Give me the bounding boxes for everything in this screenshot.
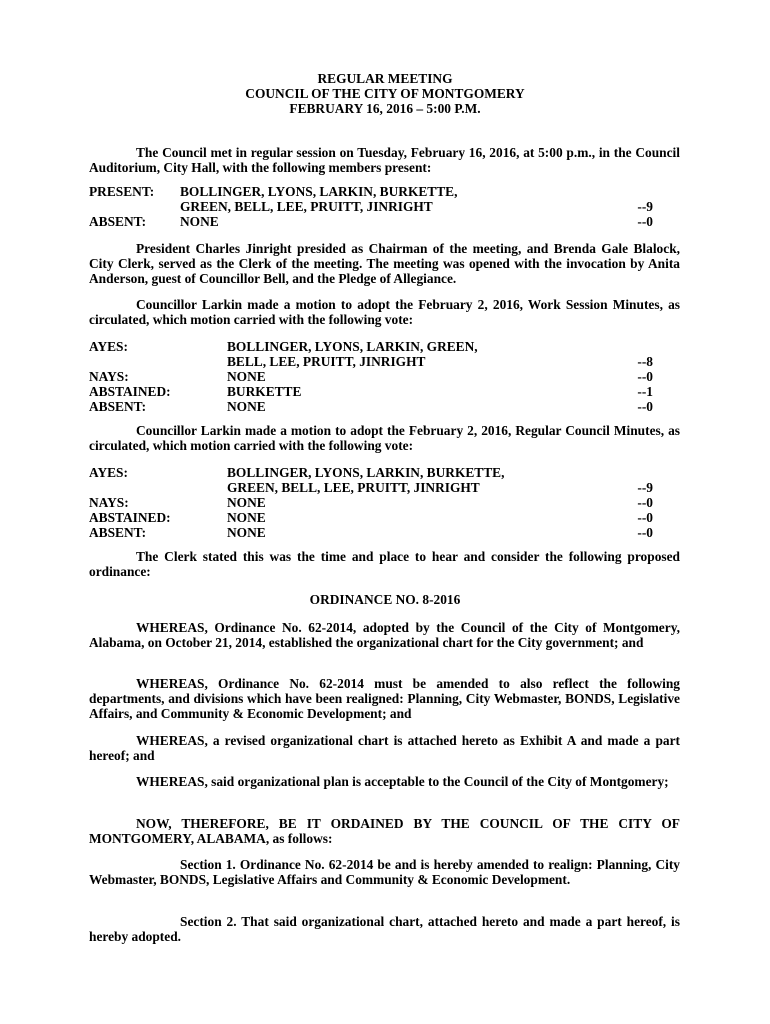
- council-title: COUNCIL OF THE CITY OF MONTGOMERY: [245, 86, 525, 101]
- attendance-block: [89, 184, 680, 229]
- vote-row: [89, 525, 680, 540]
- absent-names: NONE: [227, 399, 266, 414]
- presiding-paragraph: President Charles Jinright presided as Chairman of the meeting, and Brenda Gale Blalock, City Clerk, served as the Clerk of the meeting. The meeting was opened with the invocation by Anita Anderson, guest of Councillor Bell, and the Pledge of Allegiance.: [89, 241, 680, 286]
- nays-label: NAYS:: [89, 495, 129, 510]
- ayes-names-2: GREEN, BELL, LEE, PRUITT, JINRIGHT: [227, 480, 480, 495]
- abstained-count: --1: [637, 384, 653, 399]
- present-names-2: GREEN, BELL, LEE, PRUITT, JINRIGHT: [180, 199, 433, 214]
- abstained-names: NONE: [227, 510, 266, 525]
- whereas-paragraph-3: WHEREAS, a revised organizational chart is attached hereto as Exhibit A and made a part hereof; and: [89, 733, 680, 763]
- whereas-paragraph-4: WHEREAS, said organizational plan is acceptable to the Council of the City of Montgomery;: [136, 774, 669, 789]
- ordinance-title: ORDINANCE NO. 8-2016: [309, 592, 461, 607]
- vote-row: [89, 369, 680, 384]
- vote-row: [89, 384, 680, 399]
- absent-label: ABSENT:: [89, 525, 147, 540]
- present-row-2: [89, 199, 680, 214]
- meeting-date: FEBRUARY 16, 2016 – 5:00 P.M.: [289, 101, 481, 116]
- ayes-names: BOLLINGER, LYONS, LARKIN, GREEN,: [227, 339, 478, 354]
- abstained-label: ABSTAINED:: [89, 384, 171, 399]
- whereas-paragraph-1: WHEREAS, Ordinance No. 62-2014, adopted by the Council of the City of Montgomery, Alabama, on October 21, 2014, established the organizational chart for the City government; and: [89, 620, 680, 650]
- present-count: --9: [637, 199, 653, 214]
- vote-row: [89, 465, 680, 480]
- vote-row: [89, 480, 680, 495]
- motion1-paragraph: Councillor Larkin made a motion to adopt the February 2, 2016, Work Session Minutes, as circulated, which motion carried with the following vote:: [89, 297, 680, 327]
- nays-names: NONE: [227, 369, 266, 384]
- ayes-names: BOLLINGER, LYONS, LARKIN, BURKETTE,: [227, 465, 505, 480]
- ayes-names-2: BELL, LEE, PRUITT, JINRIGHT: [227, 354, 426, 369]
- abstained-label: ABSTAINED:: [89, 510, 171, 525]
- absent-names: NONE: [180, 214, 219, 229]
- whereas-paragraph-2: WHEREAS, Ordinance No. 62-2014 must be amended to also reflect the following departments, and divisions which have been realigned: Planning, City Webmaster, BONDS, Legislative Affairs, and Community & Economic Development; and: [89, 676, 680, 721]
- absent-count: --0: [637, 399, 653, 414]
- absent-count: --0: [637, 214, 653, 229]
- ayes-label: AYES:: [89, 339, 128, 354]
- section-1: Section 1. Ordinance No. 62-2014 be and is hereby amended to realign: Planning, City Webmaster, BONDS, Legislative Affairs and Community & Economic Development.: [89, 857, 680, 887]
- motion2-vote: [89, 465, 680, 540]
- nays-count: --0: [637, 495, 653, 510]
- vote-row: [89, 510, 680, 525]
- absent-row: [89, 214, 680, 229]
- ayes-count: --9: [637, 480, 653, 495]
- intro-paragraph: The Council met in regular session on Tuesday, February 16, 2016, at 5:00 p.m., in the Council Auditorium, City Hall, with the following members present:: [89, 145, 680, 175]
- vote-row: [89, 354, 680, 369]
- vote-row: [89, 495, 680, 510]
- ordained-paragraph: NOW, THEREFORE, BE IT ORDAINED BY THE COUNCIL OF THE CITY OF MONTGOMERY, ALABAMA, as follows:: [89, 816, 680, 846]
- present-names: BOLLINGER, LYONS, LARKIN, BURKETTE,: [180, 184, 458, 199]
- absent-label: ABSENT:: [89, 214, 147, 229]
- absent-names: NONE: [227, 525, 266, 540]
- motion1-vote: [89, 339, 680, 414]
- section-2: Section 2. That said organizational chart, attached hereto and made a part hereof, is hereby adopted.: [89, 914, 680, 944]
- absent-count: --0: [637, 525, 653, 540]
- vote-row: [89, 339, 680, 354]
- ayes-count: --8: [637, 354, 653, 369]
- absent-label: ABSENT:: [89, 399, 147, 414]
- present-label: PRESENT:: [89, 184, 155, 199]
- clerk-statement: The Clerk stated this was the time and place to hear and consider the following proposed ordinance:: [89, 549, 680, 579]
- meeting-title: REGULAR MEETING: [317, 71, 453, 86]
- vote-row: [89, 399, 680, 414]
- present-row: [89, 184, 680, 199]
- nays-count: --0: [637, 369, 653, 384]
- ayes-label: AYES:: [89, 465, 128, 480]
- nays-names: NONE: [227, 495, 266, 510]
- abstained-names: BURKETTE: [227, 384, 302, 399]
- abstained-count: --0: [637, 510, 653, 525]
- nays-label: NAYS:: [89, 369, 129, 384]
- motion2-paragraph: Councillor Larkin made a motion to adopt the February 2, 2016, Regular Council Minutes, as circulated, which motion carried with the following vote:: [89, 423, 680, 453]
